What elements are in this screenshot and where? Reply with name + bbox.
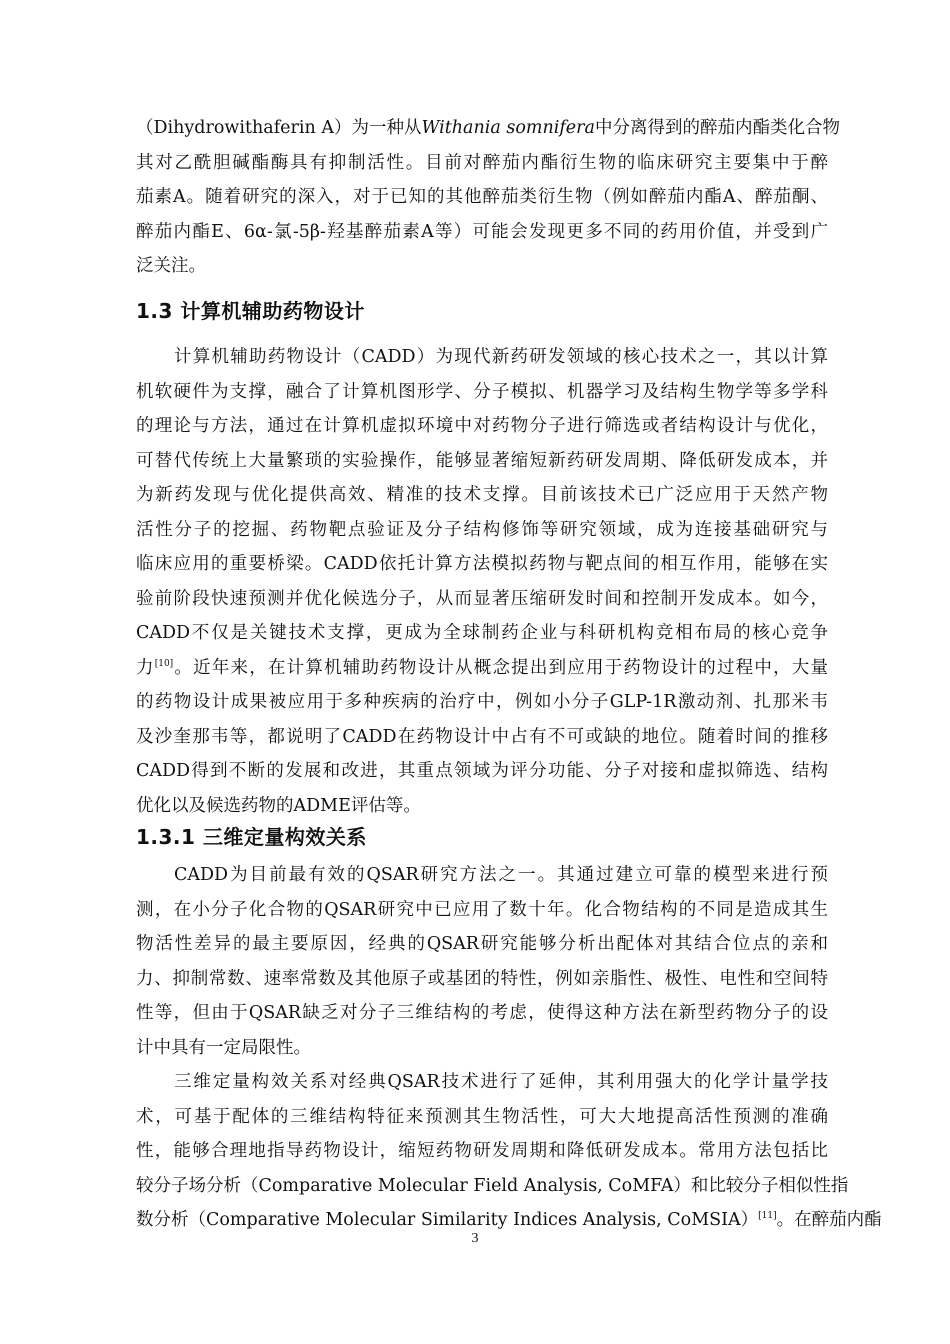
text-line: 数分析（Comparative Molecular Similarity Indices Analysis, CoMSIA）[11]。在醉茄内酯 xyxy=(136,1210,882,1230)
text-line: 力[10]。近年来，在计算机辅助药物设计从概念提出到应用于药物设计的过程中，大量 xyxy=(136,657,829,678)
text-line: 的药物设计成果被应用于多种疾病的治疗中，例如小分子GLP-1R激动剂、扎那米韦 xyxy=(136,692,828,712)
text-line: 计算机辅助药物设计（CADD）为现代新药研发领域的核心技术之一，其以计算 xyxy=(174,347,828,367)
text-line: 醉茄内酯E、6α-氯-5β-羟基醉茄素A等）可能会发现更多不同的药用价值，并受到广 xyxy=(136,221,828,242)
page-number: 3 xyxy=(471,1231,479,1246)
text-line: 活性分子的挖掘、药物靶点验证及分子结构修饰等研究领域，成为连接基础研究与 xyxy=(136,519,828,540)
text-line: 泛关注。 xyxy=(136,256,206,276)
text-line: 为新药发现与优化提供高效、精准的技术支撑。目前该技术已广泛应用于天然产物 xyxy=(136,485,828,505)
section-heading-1-3: 1.3 计算机辅助药物设计 xyxy=(136,299,365,323)
text-line: 的理论与方法，通过在计算机虚拟环境中对药物分子进行筛选或者结构设计与优化， xyxy=(136,416,828,436)
paragraph-qsar xyxy=(136,858,828,1065)
text-line: CADD不仅是关键技术支撑，更成为全球制药企业与科研机构竞相布局的核心竞争 xyxy=(136,623,828,643)
text-line: 临床应用的重要桥梁。CADD依托计算方法模拟药物与靶点间的相互作用，能够在实 xyxy=(136,554,828,574)
text-line: 较分子场分析（Comparative Molecular Field Analysis, CoMFA）和比较分子相似性指 xyxy=(136,1175,849,1196)
text-line: 力、抑制常数、速率常数及其他原子或基团的特性，例如亲脂性、极性、电性和空间特 xyxy=(136,968,828,989)
paragraph-cadd xyxy=(136,340,828,823)
text-line: 物活性差异的最主要原因，经典的QSAR研究能够分析出配体对其结合位点的亲和 xyxy=(136,934,828,954)
text-line: 可替代传统上大量繁琐的实验操作，能够显著缩短新药研发周期、降低研发成本，并 xyxy=(136,450,828,471)
text-line: 验前阶段快速预测并优化候选分子，从而显著压缩研发时间和控制开发成本。如今， xyxy=(136,588,828,609)
text-line: 及沙奎那韦等，都说明了CADD在药物设计中占有不可或缺的地位。随着时间的推移 xyxy=(136,726,828,747)
text-line: CADD得到不断的发展和改进，其重点领域为评分功能、分子对接和虚拟筛选、结构 xyxy=(136,761,828,781)
citation-ref: [10] xyxy=(154,658,174,669)
text-line: 术，可基于配体的三维结构特征来预测其生物活性，可大大地提高活性预测的准确 xyxy=(136,1106,828,1127)
paragraph-withaferin xyxy=(136,111,840,284)
text-line: 茄素A。随着研究的深入，对于已知的其他醉茄类衍生物（例如醉茄内酯A、醉茄酮、 xyxy=(136,187,828,207)
citation-ref: [11] xyxy=(758,1211,777,1222)
text-line: 三维定量构效关系对经典QSAR技术进行了延伸，其利用强大的化学计量学技 xyxy=(174,1072,828,1092)
text-line: 其对乙酰胆碱酯酶具有抑制活性。目前对醉茄内酯衍生物的临床研究主要集中于醉 xyxy=(136,152,828,173)
section-heading-1-3-1: 1.3.1 三维定量构效关系 xyxy=(136,825,367,849)
text-line: 计中具有一定局限性。 xyxy=(136,1037,311,1058)
text-line: 优化以及候选药物的ADME评估等。 xyxy=(136,795,421,816)
text-line: （Dihydrowithaferin A）为一种从Withania somnifera中分离得到的醉茄内酯类化合物 xyxy=(136,118,840,138)
text-line: 性，能够合理地指导药物设计，缩短药物研发周期和降低研发成本。常用方法包括比 xyxy=(136,1141,828,1161)
text-line: 机软硬件为支撑，融合了计算机图形学、分子模拟、机器学习及结构生物学等多学科 xyxy=(136,381,828,402)
text-line: 测，在小分子化合物的QSAR研究中已应用了数十年。化合物结构的不同是造成其生 xyxy=(136,899,828,920)
text-line: CADD为目前最有效的QSAR研究方法之一。其通过建立可靠的模型来进行预 xyxy=(174,865,828,885)
paragraph-3d-qsar xyxy=(136,1065,882,1238)
text-line: 性等，但由于QSAR缺乏对分子三维结构的考虑，使得这种方法在新型药物分子的设 xyxy=(136,1003,828,1023)
